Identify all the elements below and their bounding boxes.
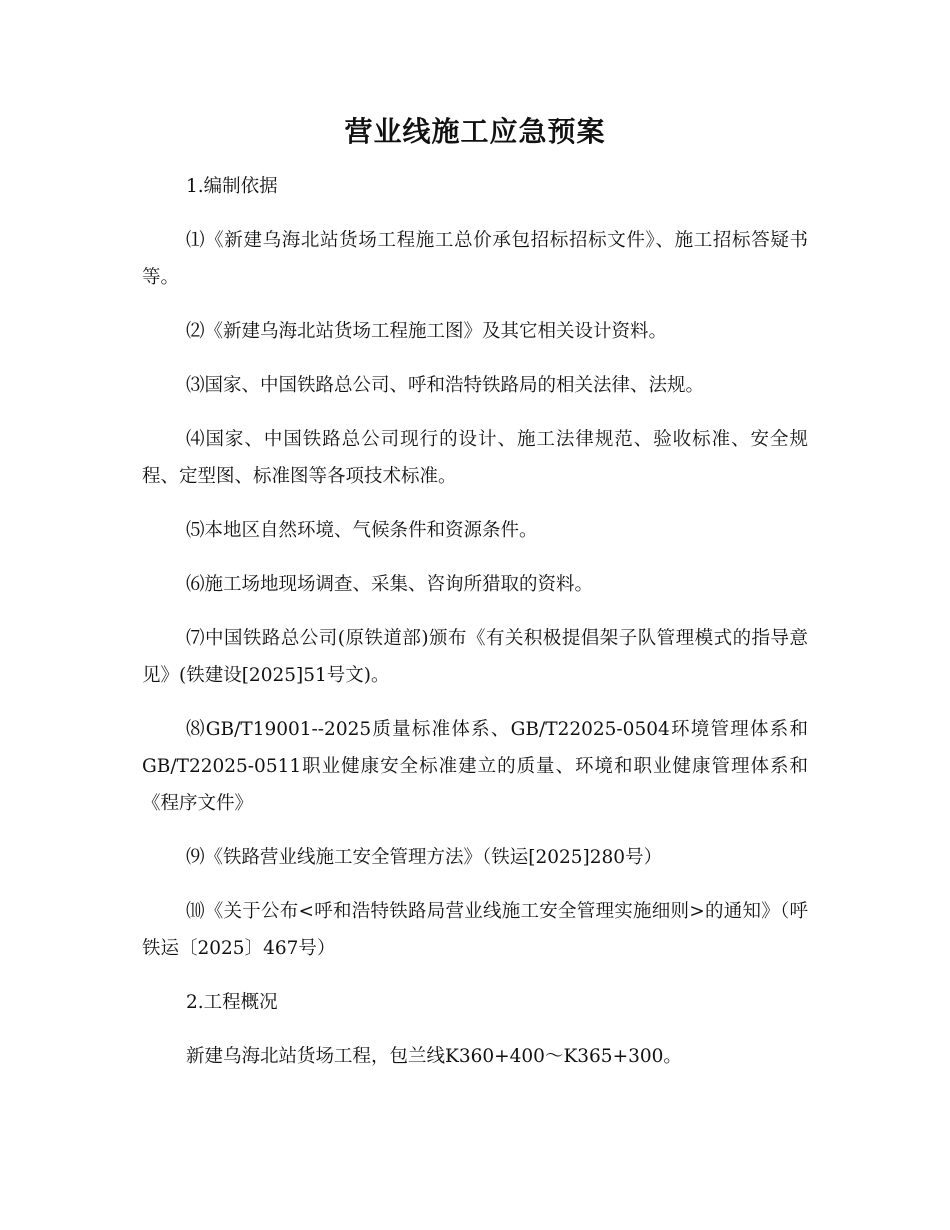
- basis-item-3: ⑶国家、中国铁路总公司、呼和浩特铁路局的相关法律、法规。: [186, 375, 705, 396]
- basis-item-9: ⑼《铁路营业线施工安全管理方法》（铁运[2025]280号）: [186, 847, 663, 868]
- basis-item-7: ⑺中国铁路总公司(原铁道部)颁布《有关积极提倡架子队管理模式的指导意见》(铁建设[2025]51号文)。: [142, 628, 808, 686]
- section-heading-overview: 2.工程概况: [186, 992, 278, 1013]
- section-heading-basis: 1.编制依据: [186, 176, 278, 197]
- basis-item-8: ⑻GB/T19001--2025质量标准体系、GB/T22025-0504环境管理体系和GB/T22025-0511职业健康安全标准建立的质量、环境和职业健康管理体系和《程序文件》: [142, 719, 808, 814]
- document-title: 营业线施工应急预案: [344, 115, 606, 148]
- basis-item-1: ⑴《新建乌海北站货场工程施工总价承包招标招标文件》、施工招标答疑书等。: [142, 230, 808, 288]
- basis-item-4: ⑷国家、中国铁路总公司现行的设计、施工法律规范、验收标准、安全规程、定型图、标准图等各项技术标准。: [142, 429, 808, 487]
- basis-item-10: ⑽《关于公布<呼和浩特铁路局营业线施工安全管理实施细则>的通知》（呼铁运〔2025〕467号）: [142, 901, 808, 959]
- basis-item-6: ⑹施工场地现场调查、采集、咨询所猎取的资料。: [186, 574, 594, 595]
- overview-text: 新建乌海北站货场工程，包兰线K360+400～K365+300。: [186, 1046, 682, 1067]
- basis-item-5: ⑸本地区自然环境、气候条件和资源条件。: [186, 520, 538, 541]
- basis-item-2: ⑵《新建乌海北站货场工程施工图》及其它相关设计资料。: [186, 321, 668, 342]
- document-body: [142, 168, 808, 1092]
